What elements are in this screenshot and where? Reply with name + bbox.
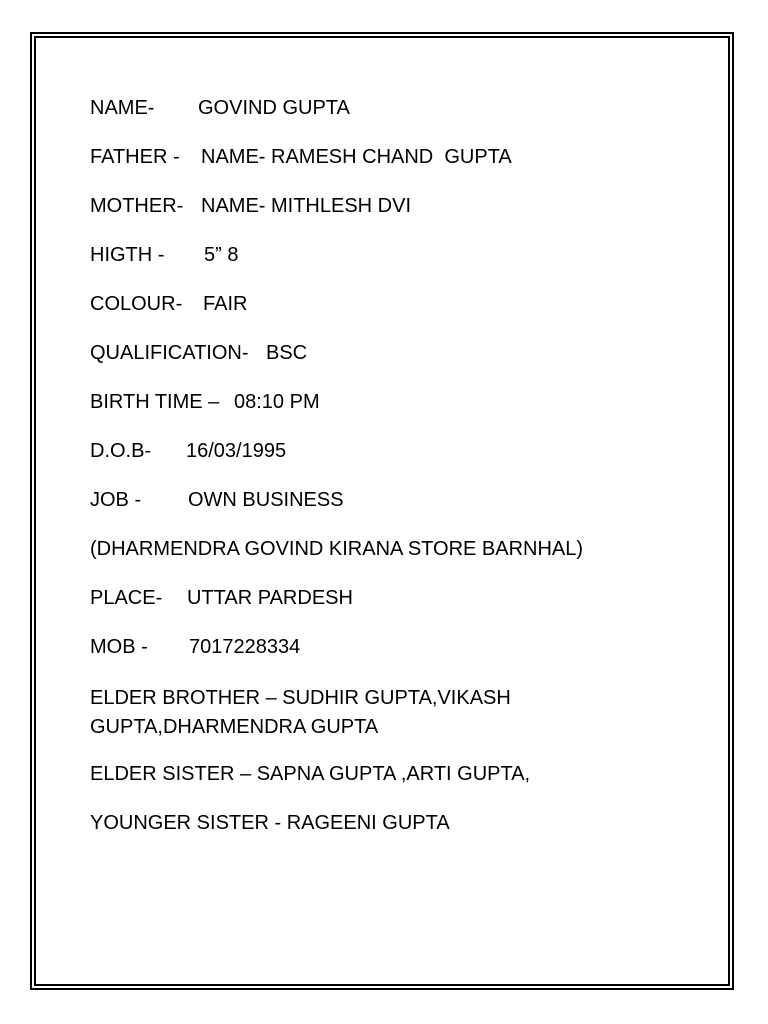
job-value: OWN BUSINESS — [188, 489, 344, 511]
place-value: UTTAR PARDESH — [187, 587, 353, 609]
height-label: HIGTH - — [90, 244, 165, 266]
colour-label: COLOUR- — [90, 293, 183, 315]
qualification-label: QUALIFICATION- — [90, 342, 249, 364]
mother-label: MOTHER- — [90, 195, 184, 217]
mobile-label: MOB - — [90, 636, 148, 658]
father-value: NAME- RAMESH CHAND GUPTA — [201, 146, 512, 168]
height-line — [90, 243, 690, 267]
elder-sister-line: ELDER SISTER – SAPNA GUPTA ,ARTI GUPTA, — [90, 763, 531, 785]
mobile-value: 7017228334 — [189, 636, 301, 658]
business-name-line: (DHARMENDRA GOVIND KIRANA STORE BARNHAL) — [90, 538, 584, 560]
qualification-line — [90, 341, 690, 365]
place-label: PLACE- — [90, 587, 163, 609]
elder-brother-line: ELDER BROTHER – SUDHIR GUPTA,VIKASH GUPTA,DHARMENDRA GUPTA — [90, 687, 511, 738]
father-line — [90, 145, 690, 169]
mother-line — [90, 194, 690, 218]
mobile-line — [90, 635, 690, 659]
father-label: FATHER - — [90, 146, 180, 168]
height-value: 5” 8 — [204, 244, 239, 266]
biodata-content — [90, 96, 690, 860]
name-line — [90, 96, 690, 120]
mother-value: NAME- MITHLESH DVI — [201, 195, 412, 217]
dob-line — [90, 439, 690, 463]
birth-time-label: BIRTH TIME – — [90, 391, 220, 413]
name-value: GOVIND GUPTA — [198, 97, 350, 119]
birth-time-value: 08:10 PM — [234, 391, 320, 413]
younger-sister-line: YOUNGER SISTER - RAGEENI GUPTA — [90, 812, 450, 834]
colour-value: FAIR — [203, 293, 248, 315]
colour-line — [90, 292, 690, 316]
birth-time-line — [90, 390, 690, 414]
name-label: NAME- — [90, 97, 155, 119]
qualification-value: BSC — [266, 342, 308, 364]
dob-value: 16/03/1995 — [186, 440, 287, 462]
dob-label: D.O.B- — [90, 440, 152, 462]
job-line — [90, 488, 690, 512]
job-label: JOB - — [90, 489, 142, 511]
place-line — [90, 586, 690, 610]
